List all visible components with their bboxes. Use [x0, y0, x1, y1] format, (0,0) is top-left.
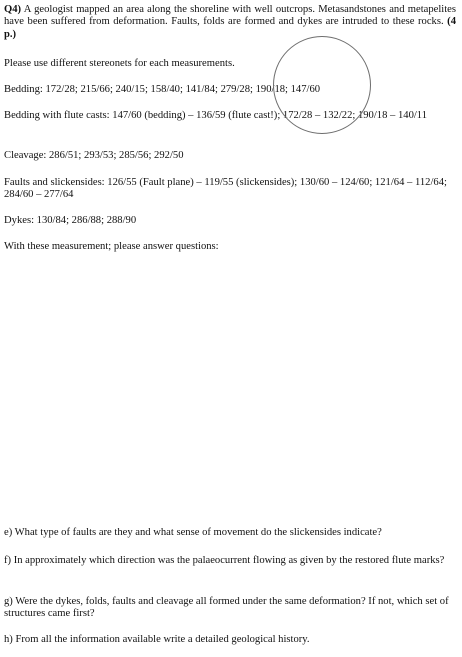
- question-label: Q4): [4, 4, 22, 15]
- instruction-text: Please use different stereonets for each measurements.: [4, 58, 235, 69]
- question-g: g) Were the dykes, folds, faults and cleavage all formed under the same deformation? If not, which set of structures came first?: [4, 596, 449, 620]
- question-h: h) From all the information available write a detailed geological history.: [4, 634, 310, 645]
- question-intro: [4, 4, 456, 41]
- cleavage-measurements: Cleavage: 286/51; 293/53; 285/56; 292/50: [4, 150, 184, 161]
- question-e: e) What type of faults are they and what sense of movement do the slickensides indicate?: [4, 527, 382, 538]
- question-points: (4 p.): [4, 16, 456, 40]
- dyke-measurements: Dykes: 130/84; 286/88; 288/90: [4, 215, 137, 226]
- question-f: f) In approximately which direction was the palaeocurrent flowing as given by the restored flute marks?: [4, 555, 445, 566]
- questions-prompt: With these measurement; please answer questions:: [4, 241, 219, 252]
- question-body: A geologist mapped an area along the shoreline with well outcrops. Metasandstones and metapelites have been suffered from deformation. Faults, folds are formed and dykes are intruded to these rocks.: [4, 4, 456, 28]
- bedding-measurements: Bedding: 172/28; 215/66; 240/15; 158/40; 141/84; 279/28; 190/18; 147/60: [4, 84, 321, 95]
- fault-measurements: Faults and slickensides: 126/55 (Fault plane) – 119/55 (slickensides); 130/60 – 124/60; 121/64 – 112/64; 284/60 – 277/64: [4, 177, 447, 201]
- bedding-flute-measurements: Bedding with flute casts: 147/60 (bedding) – 136/59 (flute cast!); 172/28 – 132/22; 190/18 – 140/11: [4, 110, 428, 121]
